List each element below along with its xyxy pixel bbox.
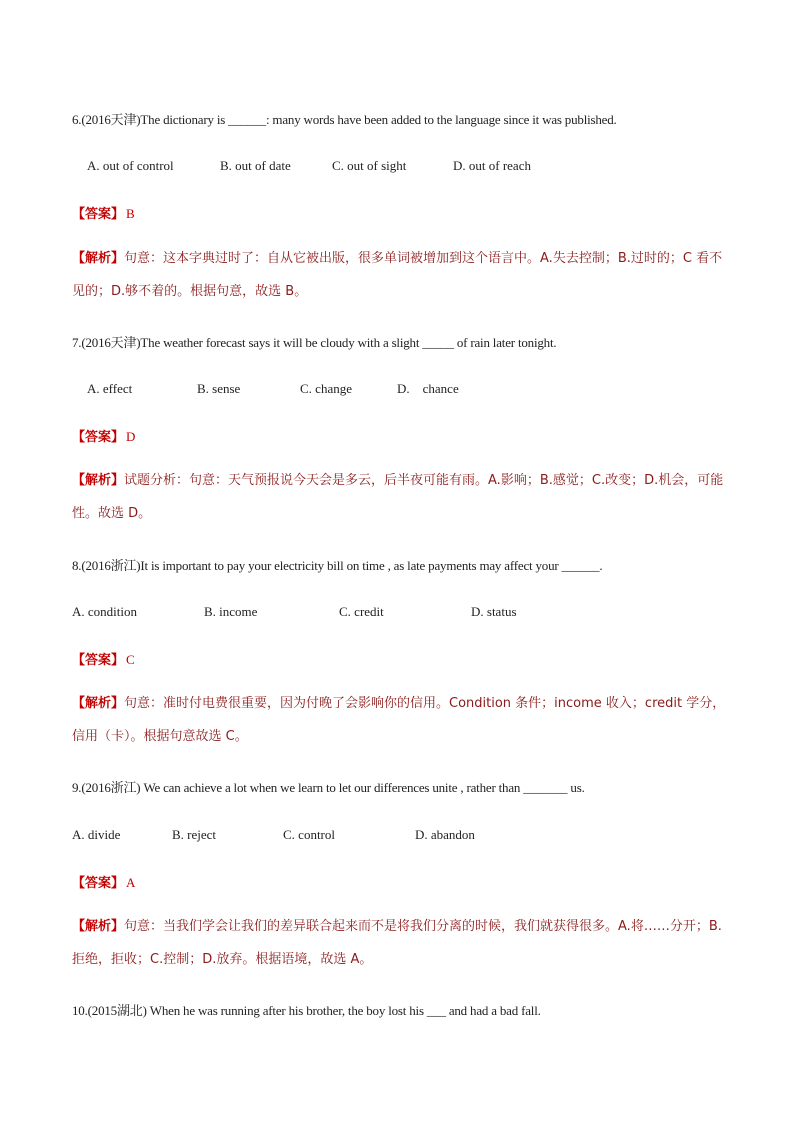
answer-tag: 【答案】 (72, 876, 125, 891)
question-6-explanation (72, 242, 728, 308)
answer-tag: 【答案】 (72, 430, 125, 445)
question-6-option-c: C. out of sight (332, 158, 407, 173)
question-8-answer (72, 649, 135, 668)
question-10-stem: 10.(2015湖北) When he was running after his brother, the boy lost his ___ and had a bad fall. (72, 1003, 541, 1018)
answer-tag: 【答案】 (72, 653, 125, 668)
question-9-option-d: D. abandon (415, 827, 475, 842)
answer-value: C (126, 652, 135, 667)
question-6-stem: 6.(2016天津)The dictionary is ______: many words have been added to the language since it was published. (72, 112, 617, 127)
question-6-option-b: B. out of date (220, 158, 291, 173)
question-9-stem: 9.(2016浙江) We can achieve a lot when we learn to let our differences unite , rather than _______ us. (72, 780, 585, 795)
question-6-option-d: D. out of reach (453, 158, 531, 173)
question-8-explanation (72, 687, 728, 753)
question-8-stem: 8.(2016浙江)It is important to pay your electricity bill on time , as late payments may affect your ______. (72, 558, 603, 573)
question-9-option-c: C. control (283, 827, 335, 842)
question-6-option-a: A. out of control (87, 158, 174, 173)
explanation-text: 试题分析：句意：天气预报说今天会是多云，后半夜可能有雨。A.影响；B.感觉；C.改变；D.机会，可能性。故选 D。 (72, 473, 724, 521)
question-8-option-a: A. condition (72, 604, 137, 619)
explanation-text: 句意：这本字典过时了：自从它被出版，很多单词被增加到这个语言中。A.失去控制；B.过时的；C 看不见的；D.够不着的。根据句意，故选 B。 (72, 251, 723, 299)
question-9-option-b: B. reject (172, 827, 217, 842)
question-7-option-a: A. effect (87, 381, 133, 396)
question-7-answer (72, 426, 135, 445)
question-7-stem: 7.(2016天津)The weather forecast says it will be cloudy with a slight _____ of rain later tonight. (72, 335, 557, 350)
question-7-explanation (72, 464, 728, 530)
question-9-option-a: A. divide (72, 827, 121, 842)
answer-tag: 【答案】 (72, 207, 125, 222)
question-9-explanation (72, 910, 728, 976)
answer-value: A (126, 875, 136, 890)
question-7-option-c: C. change (300, 381, 352, 396)
question-8-option-c: C. credit (339, 604, 384, 619)
question-7-option-b: B. sense (197, 381, 241, 396)
explanation-text: 句意：准时付电费很重要，因为付晚了会影响你的信用。Condition 条件；income 收入；credit 学分，信用（卡）。根据句意故选 C。 (72, 696, 726, 744)
question-9-answer (72, 872, 135, 891)
question-8-option-d: D. status (471, 604, 517, 619)
question-7-option-d: D. chance (397, 381, 459, 396)
answer-value: D (126, 429, 136, 444)
explanation-tag: 【解析】 (72, 251, 125, 266)
explanation-tag: 【解析】 (72, 919, 125, 934)
question-8-option-b: B. income (204, 604, 258, 619)
explanation-tag: 【解析】 (72, 696, 125, 711)
answer-value: B (126, 206, 135, 221)
explanation-tag: 【解析】 (72, 473, 125, 488)
question-6-answer (72, 203, 135, 222)
explanation-text: 句意：当我们学会让我们的差异联合起来而不是将我们分离的时候，我们就获得很多。A.将……分开；B.拒绝，拒收；C.控制；D.放弃。根据语境，故选 A。 (72, 919, 722, 967)
